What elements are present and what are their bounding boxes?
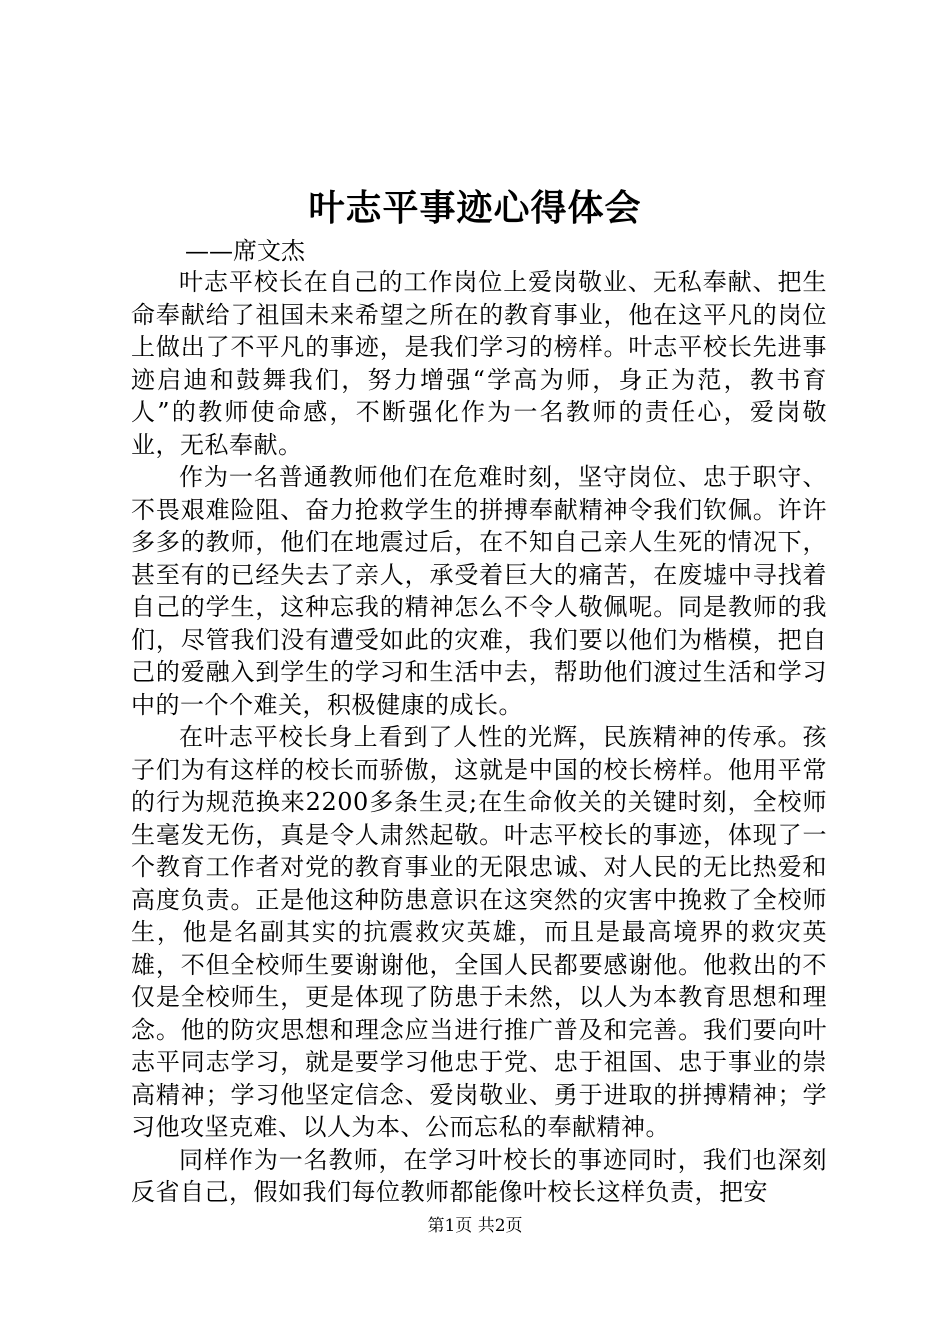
paragraph: 同样作为一名教师，在学习叶校长的事迹同时，我们也深刻反省自己，假如我们每位教师都能像叶校长这样负责，把安 xyxy=(131,1145,827,1206)
document-title: 叶志平事迹心得体会 xyxy=(308,187,642,229)
paragraph: 在叶志平校长身上看到了人性的光辉，民族精神的传承。孩子们为有这样的校长而骄傲，这就是中国的校长榜样。他用平常的行为规范换来2200多条生灵;在生命攸关的关键时刻，全校师生毫发无伤，真是令人肃然起敬。叶志平校长的事迹，体现了一个教育工作者对党的教育事业的无限忠诚、对人民的无比热爱和高度负责。正是他这种防患意识在这突然的灾害中挽救了全校师生，他是名副其实的抗震救灾英雄，而且是最高境界的救灾英雄，不但全校师生要谢谢他，全国人民都要感谢他。他救出的不仅是全校师生，更是体现了防患于未然，以人为本教育思想和理念。他的防灾思想和理念应当进行推广普及和完善。我们要向叶志平同志学习，就是要学习他忠于党、忠于祖国、忠于事业的崇高精神；学习他坚定信念、爱岗敬业、勇于进取的拼搏精神；学习他攻坚克难、以人为本、公而忘私的奉献精神。 xyxy=(131,723,827,1141)
paragraph: 叶志平校长在自己的工作岗位上爱岗敬业、无私奉献、把生命奉献给了祖国未来希望之所在的教育事业，他在这平凡的岗位上做出了不平凡的事迹，是我们学习的榜样。叶志平校长先进事迹启迪和鼓舞我们，努力增强“学高为师，身正为范，教书育人”的教师使命感，不断强化作为一名教师的责任心，爱岗敬业，无私奉献。 xyxy=(131,268,827,459)
author-line: ——席文杰 xyxy=(185,237,305,265)
paragraph: 作为一名普通教师他们在危难时刻，坚守岗位、忠于职守、不畏艰难险阻、奋力抢救学生的拼搏奉献精神令我们钦佩。许许多多的教师，他们在地震过后，在不知自己亲人生死的情况下，甚至有的已经失去了亲人，承受着巨大的痛苦，在废墟中寻找着自己的学生，这种忘我的精神怎么不令人敬佩呢。同是教师的我们，尽管我们没有遭受如此的灾难，我们要以他们为楷模，把自己的爱融入到学生的学习和生活中去，帮助他们渡过生活和学习中的一个个难关，积极健康的成长。 xyxy=(131,463,827,719)
page-number-footer: 第1页 共2页 xyxy=(427,1216,523,1236)
document-body xyxy=(131,266,827,1209)
